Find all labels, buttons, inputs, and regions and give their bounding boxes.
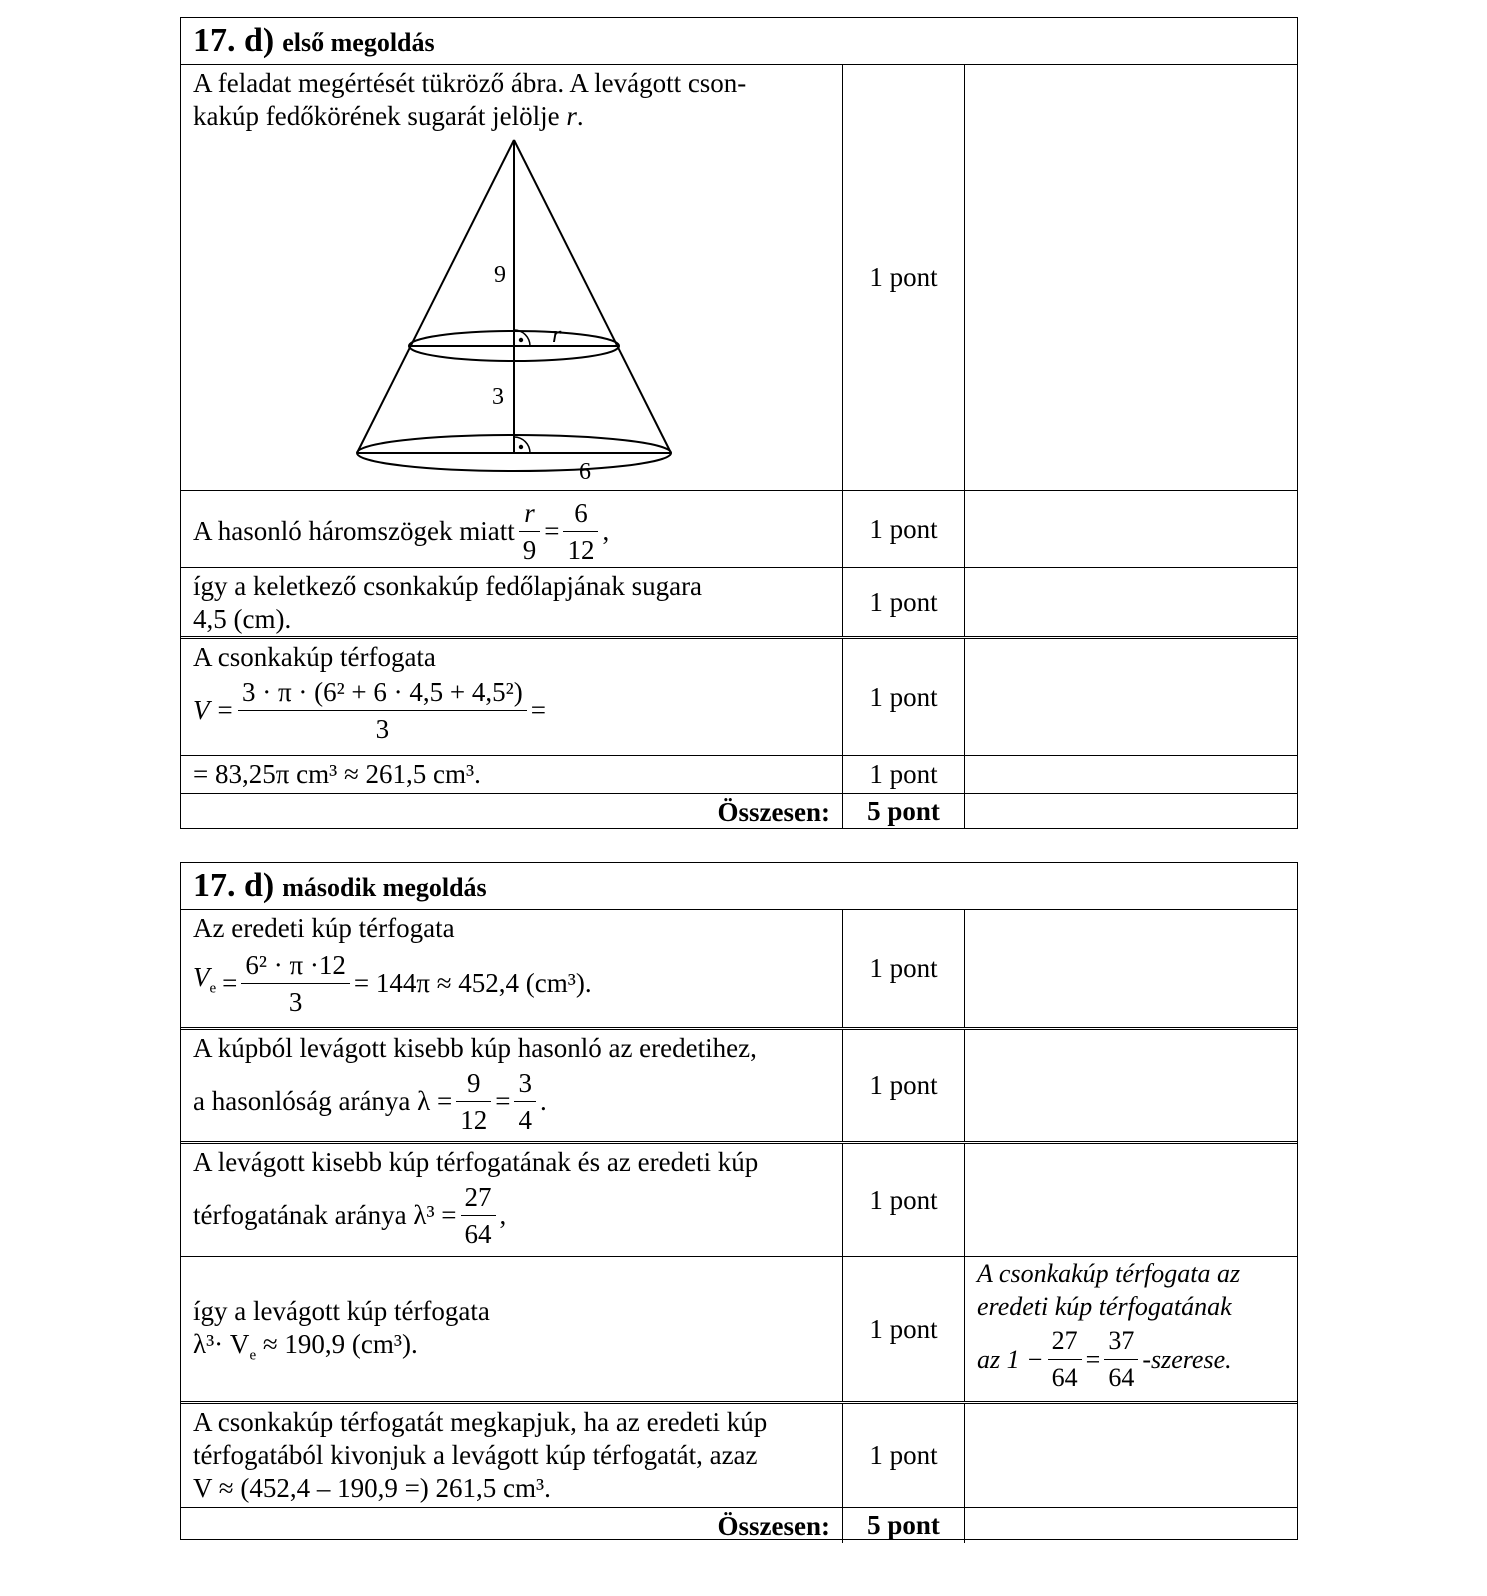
fraction: $\frac{9}{12}$ bbox=[456, 1065, 491, 1138]
row-text: Az eredeti kúp térfogata $V_e$ = $\frac{\text{6² · π ·12}}{3}$ = 144π ≈ 452,4 (cm³). bbox=[181, 910, 843, 1027]
total-points: 5 pont bbox=[843, 794, 965, 829]
row-text: A hasonló háromszögek miatt $\frac{r}{9}$ = $\frac{6}{12}$ , bbox=[181, 491, 843, 567]
points-cell: 1 pont bbox=[843, 568, 965, 636]
points-cell: 1 pont bbox=[843, 1404, 965, 1507]
total-label: Összesen: bbox=[181, 1508, 843, 1543]
points-cell: 1 pont bbox=[843, 756, 965, 793]
fraction: $\frac{\text{6² · π ·12}}{3}$ bbox=[241, 947, 349, 1020]
row-text: = 83,25π cm³ ≈ 261,5 cm³. bbox=[181, 756, 843, 793]
table-row bbox=[181, 568, 1297, 639]
fraction: $\frac{3}{4}$ bbox=[514, 1065, 536, 1138]
note-cell bbox=[965, 1508, 1297, 1543]
note-cell bbox=[965, 910, 1297, 1027]
table-row bbox=[181, 1404, 1297, 1508]
fraction: $\frac{\text{3 · π · (6² + 6 · 4,5 + 4,5²)}}{3}$ bbox=[238, 674, 527, 747]
fraction: $\frac{r}{9}$ bbox=[519, 495, 541, 568]
note-cell: A csonkakúp térfogata az eredeti kúp térfogatának az 1 − $\frac{27}{64}$ = $\frac{37}{64}$ -szerese. bbox=[977, 1259, 1241, 1392]
row-text: A csonkakúp térfogatát megkapjuk, ha az eredeti kúp térfogatából kivonjuk a levágott kúp térfogatát, azaz V ≈ (452,4 – 190,9 =) 261,5 cm³. bbox=[181, 1404, 843, 1507]
points-cell: 1 pont bbox=[843, 910, 965, 1027]
points-cell: 1 pont bbox=[843, 491, 965, 567]
table-row bbox=[181, 1144, 1297, 1257]
label-radius-r: r bbox=[552, 322, 562, 348]
first-solution-table bbox=[180, 17, 1298, 829]
points-cell: 1 pont bbox=[843, 639, 965, 755]
note-cell bbox=[965, 568, 1297, 636]
table-row bbox=[181, 1257, 1297, 1404]
row-text: így a keletkező csonkakúp fedőlapjának sugara 4,5 (cm). bbox=[181, 568, 843, 636]
row-text: A feladat megértését tükröző ábra. A levágott cson- kakúp fedőkörének sugarát jelölje r. 9 r 3 6 bbox=[181, 65, 843, 490]
points-cell: 1 pont bbox=[843, 1257, 965, 1401]
points-cell: 1 pont bbox=[843, 1144, 965, 1256]
second-solution-title bbox=[181, 863, 1297, 910]
table-row bbox=[181, 910, 1297, 1030]
note-cell bbox=[965, 65, 1297, 490]
label-radius-6: 6 bbox=[579, 459, 591, 485]
note-cell bbox=[965, 794, 1297, 829]
note-cell bbox=[965, 639, 1297, 755]
note-cell bbox=[965, 1144, 1297, 1256]
table-row bbox=[181, 756, 1297, 794]
table-row bbox=[181, 65, 1297, 491]
row-text: A levágott kisebb kúp térfogatának és az eredeti kúp térfogatának aránya λ³ = $\frac{27}{64}$ , bbox=[181, 1144, 843, 1256]
first-solution-title bbox=[181, 18, 1297, 65]
table-row bbox=[181, 639, 1297, 756]
table-row bbox=[181, 491, 1297, 568]
points-cell: 1 pont bbox=[843, 1030, 965, 1141]
label-height-3: 3 bbox=[492, 384, 504, 410]
row-text: A kúpból levágott kisebb kúp hasonló az eredetihez, a hasonlóság aránya λ = $\frac{9}{12}$ = $\frac{3}{4}$ . bbox=[181, 1030, 843, 1141]
total-row bbox=[181, 794, 1297, 829]
note-cell bbox=[965, 1404, 1297, 1507]
row-text: így a levágott kúp térfogata $\lambda^3\cdot V_e \approx 190,9$ (cm³). bbox=[181, 1257, 843, 1401]
points-cell: 1 pont bbox=[843, 65, 965, 490]
total-label: Összesen: bbox=[181, 794, 843, 829]
note-cell bbox=[965, 1030, 1297, 1141]
task-number: 17. d) bbox=[193, 22, 275, 59]
fraction: $\frac{6}{12}$ bbox=[563, 495, 598, 568]
row-text: A csonkakúp térfogata V = $\frac{\text{3 · π · (6² + 6 · 4,5 + 4,5²)}}{3}$ = bbox=[181, 639, 843, 755]
note-cell bbox=[965, 491, 1297, 567]
second-solution-table bbox=[180, 862, 1298, 1540]
note-cell bbox=[965, 756, 1297, 793]
solution-label: második megoldás bbox=[282, 873, 487, 902]
cone-figure bbox=[351, 137, 751, 487]
fraction: $\frac{27}{64}$ bbox=[461, 1179, 496, 1252]
total-points: 5 pont bbox=[843, 1508, 965, 1543]
table-row bbox=[181, 1030, 1297, 1144]
total-row bbox=[181, 1508, 1297, 1543]
label-height-9: 9 bbox=[494, 262, 506, 288]
task-number: 17. d) bbox=[193, 867, 275, 904]
solution-label: első megoldás bbox=[282, 28, 435, 57]
